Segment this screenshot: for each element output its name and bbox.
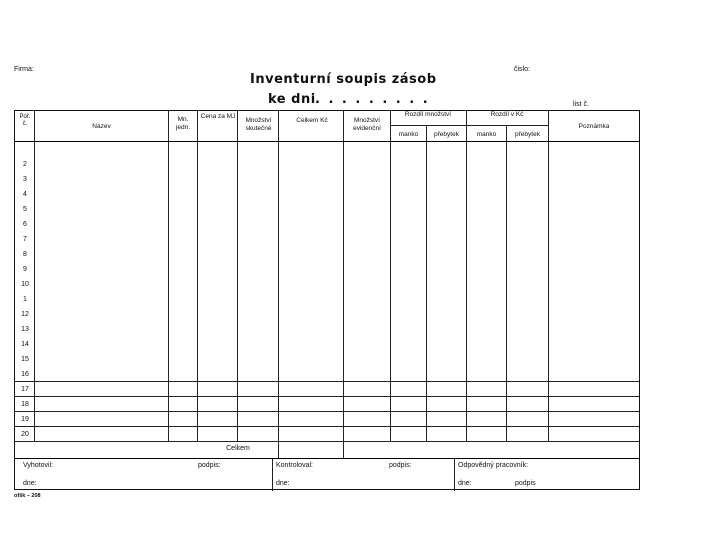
dne-3-label: dne: <box>458 480 472 487</box>
code-label: čislo: <box>514 66 530 73</box>
header-manko-2: manko <box>476 131 497 138</box>
inventory-table <box>14 110 640 490</box>
header-poznamka: Poznámka <box>578 123 610 130</box>
row-number: 4 <box>23 191 27 198</box>
podpis-1-label: podpis: <box>198 462 221 469</box>
header-cena: Cena za MJ <box>200 113 236 120</box>
row-number: 7 <box>23 236 27 243</box>
col-divider <box>34 111 35 441</box>
row-number: 2 <box>23 161 27 168</box>
header-mnozstvi-skutecne: Množství skutečné <box>245 117 272 132</box>
odpovedny-label: Odpovědný pracovník: <box>458 462 529 469</box>
header-rozdil-kc: Rozdíl v Kč <box>490 111 524 118</box>
header-celkem-kc: Celkem Kč <box>296 117 328 124</box>
row-number: 20 <box>21 431 29 438</box>
row-divider <box>15 396 639 397</box>
row-number: 5 <box>23 206 27 213</box>
total-label: Celkem <box>226 445 250 452</box>
row-number: 1 <box>23 296 27 303</box>
row-number: 10 <box>21 281 29 288</box>
podpis-3-label: podpis <box>515 480 536 487</box>
header-prebytek-1: přebytek <box>434 131 459 138</box>
row-number: 14 <box>21 341 29 348</box>
row-divider <box>15 411 639 412</box>
row-number: 17 <box>21 386 29 393</box>
podpis-2-label: podpis: <box>389 462 412 469</box>
form-title: Inventurní soupis zásob <box>250 72 437 87</box>
row-number: 19 <box>21 416 29 423</box>
header-mnozstvi-evidencni: Množství evidenční <box>353 117 381 132</box>
dne-2-label: dne: <box>276 480 290 487</box>
form-code: ofšk – 208 <box>14 493 41 499</box>
row-number: 13 <box>21 326 29 333</box>
row-number: 9 <box>23 266 27 273</box>
dne-1-label: dne: <box>23 480 37 487</box>
row-divider <box>15 381 639 382</box>
row-number: 18 <box>21 401 29 408</box>
header-prebytek-2: přebytek <box>515 131 540 138</box>
row-number: 12 <box>21 311 29 318</box>
sheet-label: list č. <box>573 101 589 108</box>
vyhotovil-label: Vyhotovil: <box>23 462 54 469</box>
row-number: 6 <box>23 221 27 228</box>
header-poradi: Poř. č. <box>19 114 31 127</box>
header-mj: Mn. jedn. <box>175 116 191 131</box>
kontroloval-label: Kontroloval: <box>276 462 313 469</box>
header-manko-1: manko <box>398 131 419 138</box>
header-rozdil-mnozstvi: Rozdíl množství <box>404 111 452 118</box>
row-number: 15 <box>21 356 29 363</box>
date-placeholder: . . . . . . . . . <box>315 92 430 107</box>
row-number: 3 <box>23 176 27 183</box>
row-number: 16 <box>21 371 29 378</box>
row-number: 8 <box>23 251 27 258</box>
header-nazev: Název <box>92 123 111 130</box>
date-label: ke dni <box>268 92 316 107</box>
firm-label: Firma: <box>14 66 34 73</box>
row-divider <box>15 426 639 427</box>
